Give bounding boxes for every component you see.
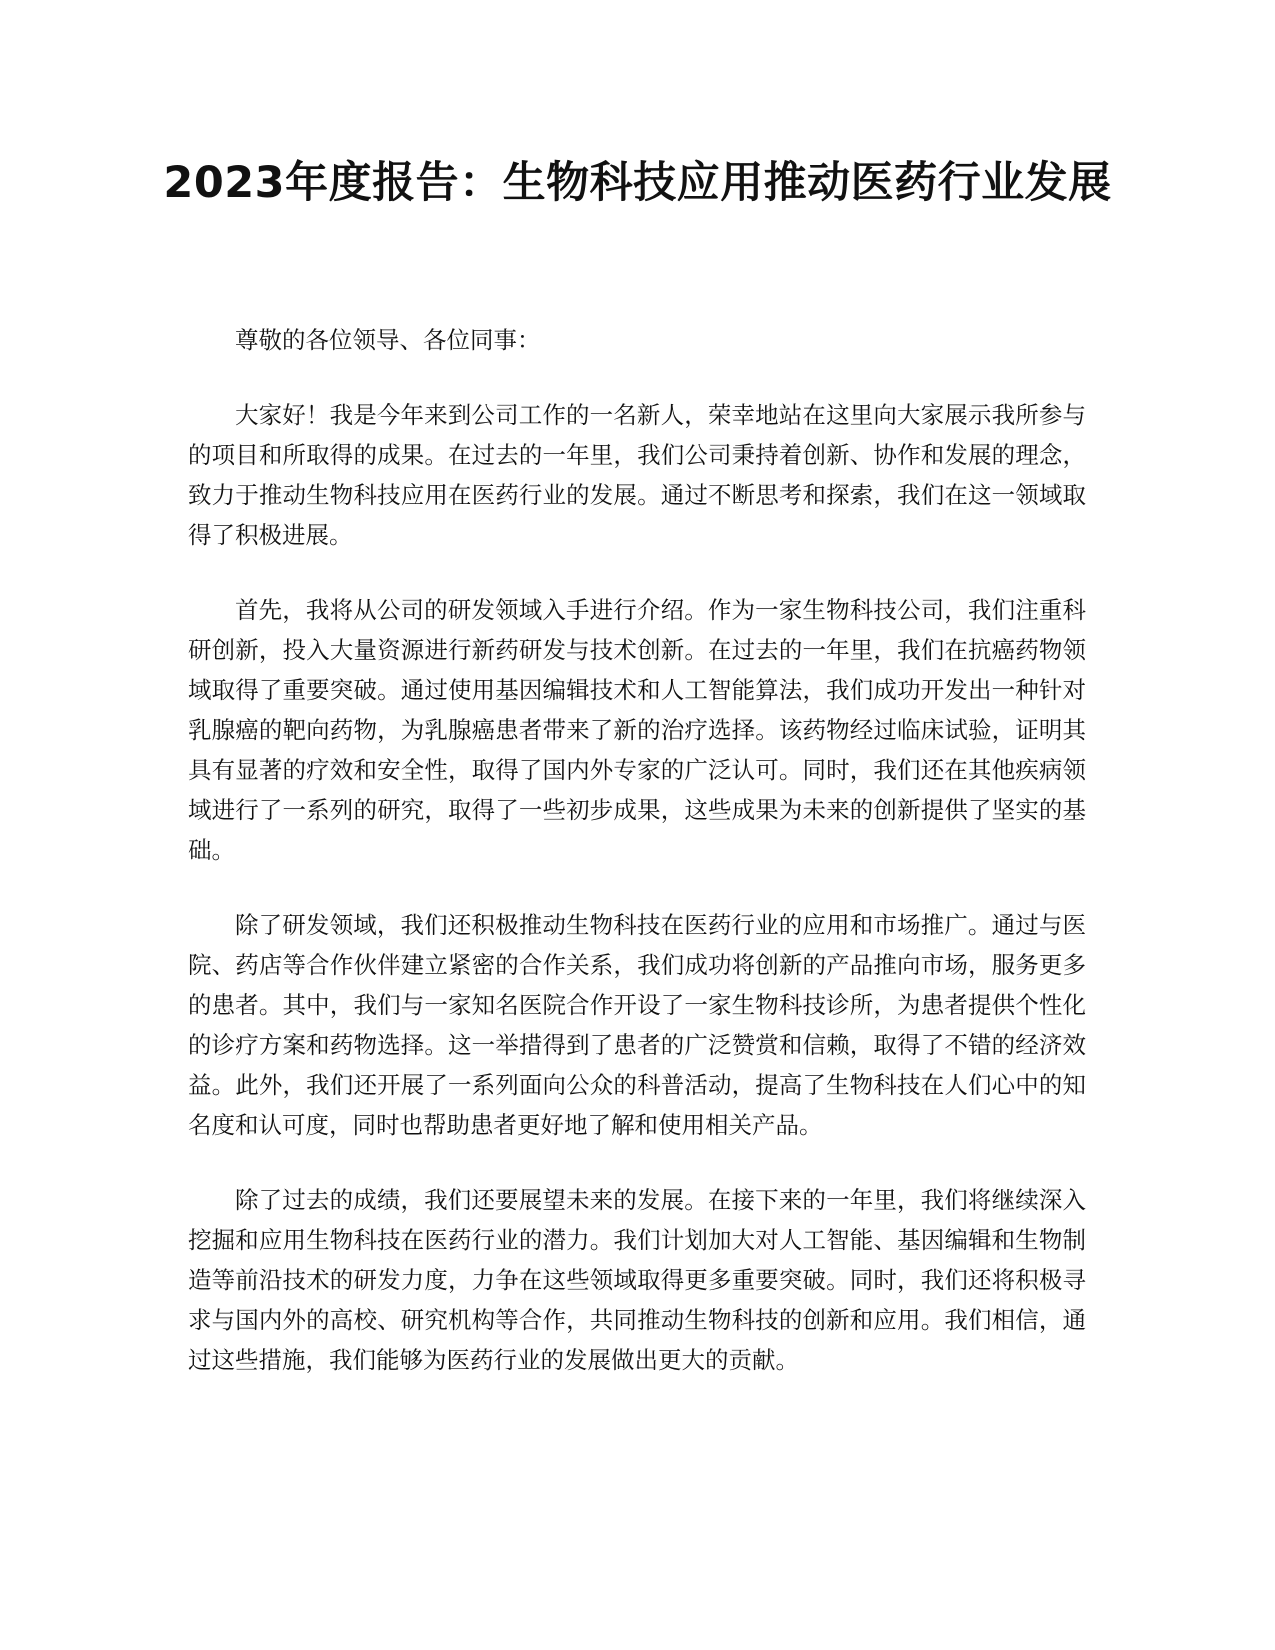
- page-title: 2023年度报告：生物科技应用推动医药行业发展: [163, 158, 1112, 208]
- market-paragraph: 除了研发领域，我们还积极推动生物科技在医药行业的应用和市场推广。通过与医院、药店等合作伙伴建立紧密的合作关系，我们成功将创新的产品推向市场，服务更多的患者。其中，我们与一家知名医院合作开设了一家生物科技诊所，为患者提供个性化的诊疗方案和药物选择。这一举措得到了患者的广泛赞赏和信赖，取得了不错的经济效益。此外，我们还开展了一系列面向公众的科普活动，提高了生物科技在人们心中的知名度和认可度，同时也帮助患者更好地了解和使用相关产品。: [188, 911, 1086, 1139]
- research-paragraph: 首先，我将从公司的研发领域入手进行介绍。作为一家生物科技公司，我们注重科研创新，投入大量资源进行新药研发与技术创新。在过去的一年里，我们在抗癌药物领域取得了重要突破。通过使用基因编辑技术和人工智能算法，我们成功开发出一种针对乳腺癌的靶向药物，为乳腺癌患者带来了新的治疗选择。该药物经过临床试验，证明其具有显著的疗效和安全性，取得了国内外专家的广泛认可。同时，我们还在其他疾病领域进行了一系列的研究，取得了一些初步成果，这些成果为未来的创新提供了坚实的基础。: [188, 596, 1086, 864]
- intro-paragraph: 大家好！我是今年来到公司工作的一名新人，荣幸地站在这里向大家展示我所参与的项目和所取得的成果。在过去的一年里，我们公司秉持着创新、协作和发展的理念，致力于推动生物科技应用在医药行业的发展。通过不断思考和探索，我们在这一领域取得了积极进展。: [188, 401, 1086, 549]
- document-body: [188, 320, 1086, 1415]
- outlook-paragraph: 除了过去的成绩，我们还要展望未来的发展。在接下来的一年里，我们将继续深入挖掘和应用生物科技在医药行业的潜力。我们计划加大对人工智能、基因编辑和生物制造等前沿技术的研发力度，力争在这些领域取得更多重要突破。同时，我们还将积极寻求与国内外的高校、研究机构等合作，共同推动生物科技的创新和应用。我们相信，通过这些措施，我们能够为医药行业的发展做出更大的贡献。: [188, 1186, 1086, 1374]
- salutation-paragraph: 尊敬的各位领导、各位同事：: [235, 326, 541, 354]
